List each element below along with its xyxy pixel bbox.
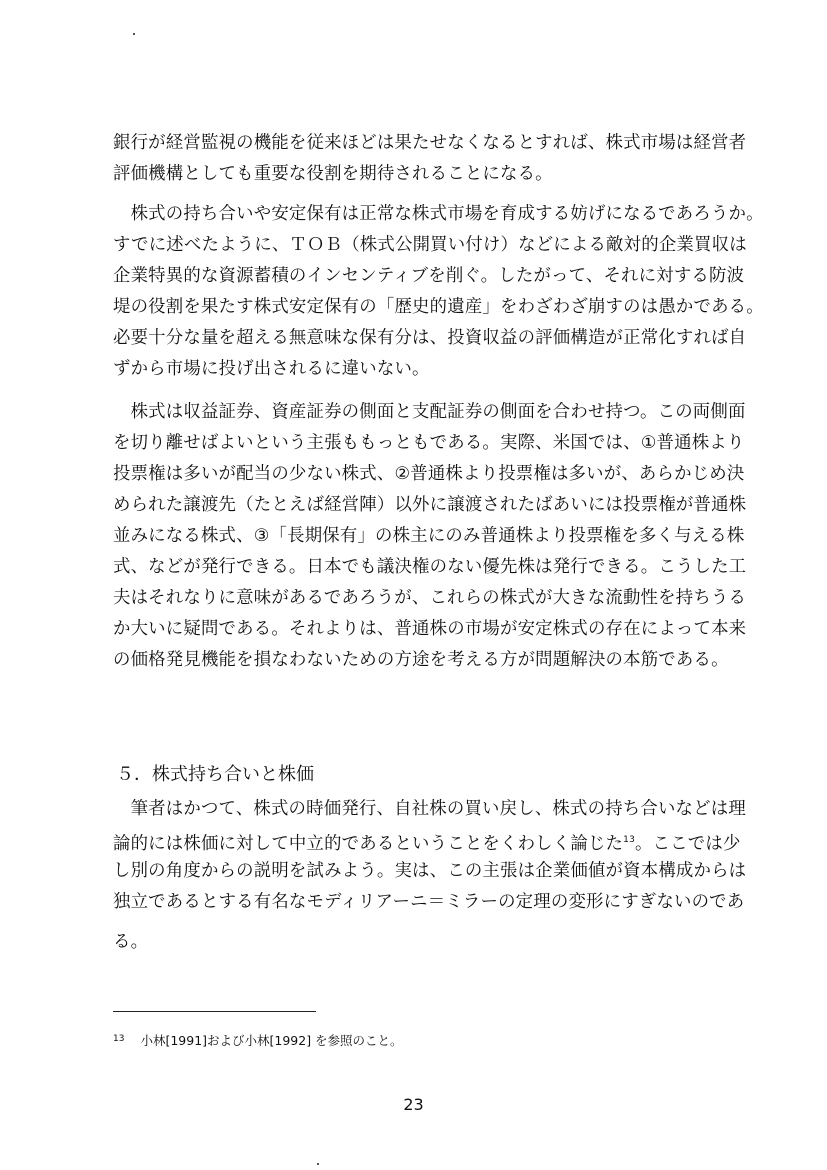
paragraph-2-line-4: 堤の役割を果たす株式安定保有の「歴史的遺産」をわざわざ崩すのは愚かである。 (113, 297, 764, 317)
footnote-number: 13 (113, 1034, 125, 1044)
paragraph-1-line-1: 銀行が経営監視の機能を従来ほどは果たせなくなるとすれば、株式市場は経営者 (113, 133, 747, 153)
section-5-line-2 (113, 829, 741, 855)
section-5-line-3: し別の角度からの説明を試みよう。実は、この主張は企業価値が資本構成からは (113, 861, 747, 881)
paragraph-3-line-6: 式、などが発行できる。日本でも議決権のない優先株は発行できる。こうした工 (113, 557, 747, 577)
section-5-line-4: 独立であるとする有名なモディリアーニ＝ミラーの定理の変形にすぎないのであ (113, 892, 745, 912)
footnote-reference: 13 (623, 835, 635, 845)
paragraph-3-line-8: か大いに疑問である。それよりは、普通株の市場が安定株式の存在によって本来 (113, 619, 747, 639)
section-heading: ５．株式持ち合いと株価 (116, 764, 314, 785)
section-5-line-2-text: 論的には株価に対して中立的であるということをくわしく論じた (113, 834, 624, 854)
footnote (113, 1031, 403, 1049)
paragraph-2-line-3: 企業特異的な資源蓄積のインセンティブを削ぐ。したがって、それに対する防波 (113, 266, 745, 286)
paragraph-2-line-6: ずから市場に投げ出されるに違いない。 (113, 359, 430, 379)
paragraph-2-line-1: 株式の持ち合いや安定保有は正常な株式市場を育成する妨げになるであろうか。 (113, 204, 764, 224)
paragraph-3-line-9: の価格発見機能を損なわないための方途を考える方が問題解決の本筋である。 (113, 650, 729, 670)
paragraph-3-line-5: 並みになる株式、③「長期保有」の株主にのみ普通株より投票権を多く与える株 (113, 526, 745, 546)
paragraph-2-line-5: 必要十分な量を超える無意味な保有分は、投資収益の評価構造が正常化すれば自 (113, 328, 747, 348)
section-5-line-5: る。 (113, 932, 149, 952)
paragraph-3-line-1: 株式は収益証券、資産証券の側面と支配証券の側面を合わせ持つ。この両側面 (113, 402, 746, 422)
scan-speck (133, 33, 135, 35)
paragraph-3-line-7: 夫はそれなりに意味があるであろうが、これらの株式が大きな流動性を持ちうる (113, 588, 747, 608)
scan-speck (317, 1163, 319, 1165)
paragraph-3-line-3: 投票権は多いが配当の少ない株式、②普通株より投票権は多いが、あらかじめ決 (113, 464, 745, 484)
page-number: 23 (403, 1095, 424, 1114)
paragraph-1-line-2: 評価機構としても重要な役割を期待されることになる。 (113, 164, 553, 184)
paragraph-2-line-2: すでに述べたように、ＴＯＢ（株式公開買い付け）などによる敵対的企業買収は (113, 235, 747, 255)
paragraph-3-line-4: められた譲渡先（たとえば経営陣）以外に譲渡されたばあいには投票権が普通株 (113, 495, 747, 515)
section-5-line-1: 筆者はかつて、株式の時価発行、自社株の買い戻し、株式の持ち合いなどは理 (113, 799, 746, 819)
paragraph-3-line-2: を切り離せばよいという主張ももっともである。実際、米国では、①普通株より (113, 433, 745, 453)
footnote-separator (113, 1011, 316, 1012)
section-5-line-2-tail: 。ここでは少 (635, 834, 741, 854)
footnote-text: 小林[1991]および小林[1992] を参照のこと。 (140, 1033, 403, 1048)
